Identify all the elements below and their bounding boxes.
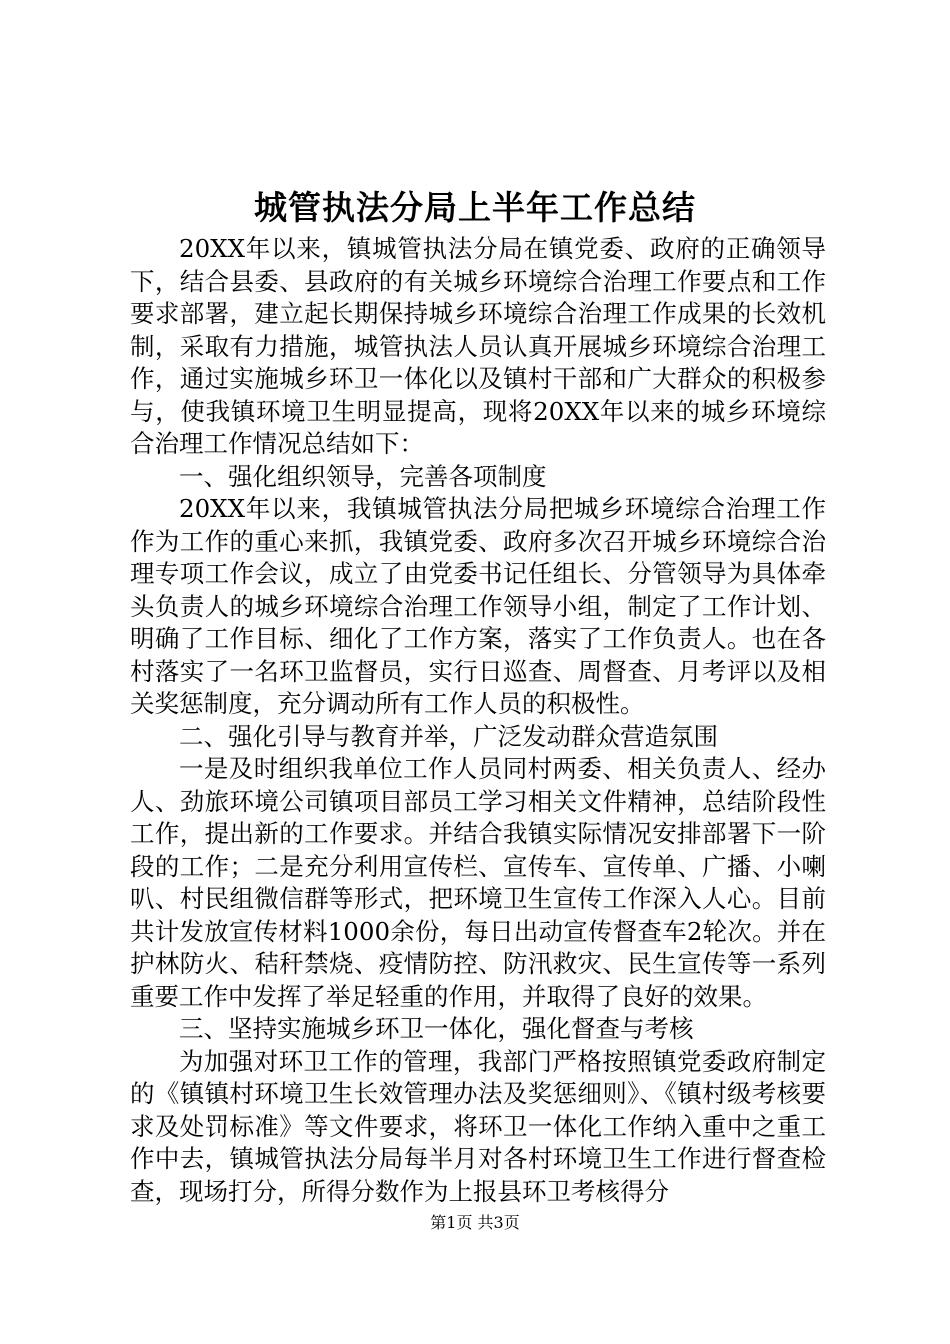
page-number-footer: 第1页 共3页	[430, 1213, 520, 1232]
paragraph-section-2: 一是及时组织我单位工作人员同村两委、相关负责人、经办人、劲旅环境公司镇项目部员工学习相关文件精神，总结阶段性工作，提出新的工作要求。并结合我镇实际情况安排部署下一阶段的工作；二是充分利用宣传栏、宣传车、宣传单、广播、小喇叭、村民组微信群等形式，把环境卫生宣传工作深入人心。目前共计发放宣传材料1000余份，每日出动宣传督查车2轮次。并在护林防火、秸秆禁烧、疫情防控、防汛救灾、民生宣传等一系列重要工作中发挥了举足轻重的作用，并取得了良好的效果。	[130, 754, 826, 1011]
section-heading-3: 三、坚持实施城乡环卫一体化，强化督查与考核	[179, 1014, 694, 1043]
paragraph-section-1: 20XX年以来，我镇城管执法分局把城乡环境综合治理工作作为工作的重心来抓，我镇党委、政府多次召开城乡环境综合治理专项工作会议，成立了由党委书记任组长、分管领导为具体牵头负责人的城乡环境综合治理工作领导小组，制定了工作计划、明确了工作目标、细化了工作方案，落实了工作负责人。也在各村落实了一名环卫监督员，实行日巡查、周督查、月考评以及相关奖惩制度，充分调动所有工作人员的积极性。	[130, 494, 826, 718]
document-body	[130, 233, 826, 1208]
document-title: 城管执法分局上半年工作总结	[254, 188, 696, 227]
paragraph-section-3: 为加强对环卫工作的管理，我部门严格按照镇党委政府制定的《镇镇村环境卫生长效管理办法及奖惩细则》、《镇村级考核要求及处罚标准》等文件要求，将环卫一体化工作纳入重中之重工作中去，镇城管执法分局每半月对各村环境卫生工作进行督查检查，现场打分，所得分数作为上报县环卫考核得分	[130, 1046, 826, 1206]
section-heading-1: 一、强化组织领导，完善各项制度	[179, 461, 547, 491]
section-heading-2: 二、强化引导与教育并举，广泛发动群众营造氛围	[179, 721, 718, 751]
paragraph-intro: 20XX年以来，镇城管执法分局在镇党委、政府的正确领导下，结合县委、县政府的有关城乡环境综合治理工作要点和工作要求部署，建立起长期保持城乡环境综合治理工作成果的长效机制，采取有力措施，城管执法人员认真开展城乡环境综合治理工作，通过实施城乡环卫一体化以及镇村干部和广大群众的积极参与，使我镇环境卫生明显提高，现将20XX年以来的城乡环境综合治理工作情况总结如下：	[130, 234, 826, 458]
